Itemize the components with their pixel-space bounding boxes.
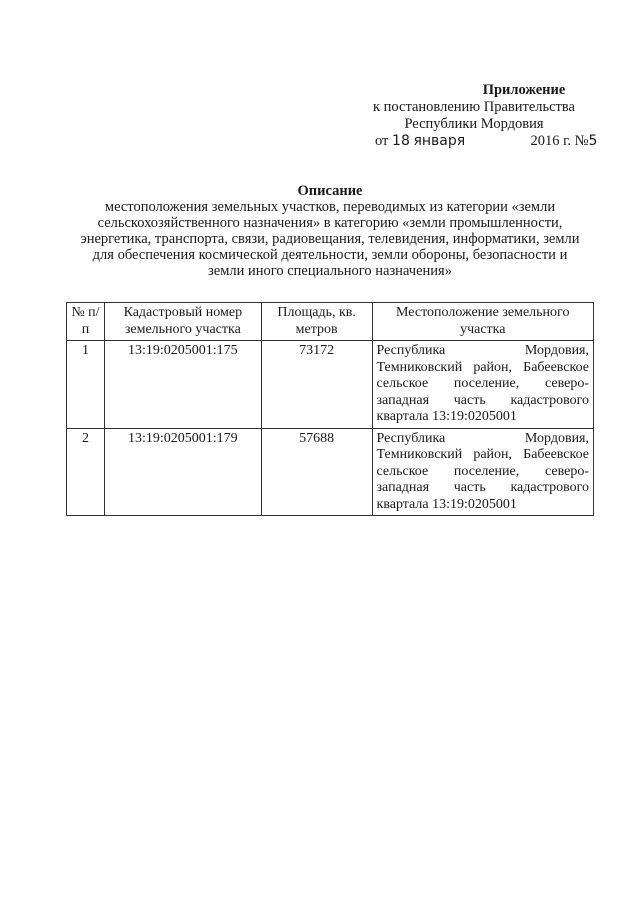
appendix-line-2: Республики Мордовия: [404, 116, 544, 132]
header-area: Площадь, кв. метров: [261, 303, 372, 341]
appendix-block: [340, 82, 608, 150]
date-month: января: [413, 133, 466, 149]
description-line-1: местоположения земельных участков, переводимых из категории «земли: [104, 199, 556, 215]
appendix-date-line: [340, 133, 608, 150]
description-title: Описание: [297, 183, 363, 199]
table-row: [67, 428, 594, 516]
appendix-line-1: к постановлению Правительства: [373, 99, 575, 115]
table-row: [67, 341, 594, 429]
appendix-heading: Приложение: [482, 82, 566, 98]
cell-number: 2: [67, 428, 105, 516]
header-cadastral: Кадастровый номер земельного участка: [104, 303, 261, 341]
table-header-row: [67, 303, 594, 341]
date-prefix: от: [375, 133, 389, 149]
cell-number: 1: [67, 341, 105, 429]
land-plots-table: [66, 302, 594, 516]
header-location: Местоположение земельного участка: [372, 303, 593, 341]
cell-cadastral: 13:19:0205001:175: [104, 341, 261, 429]
description-line-2: сельскохозяйственного назначения» в категорию «земли промышленности,: [97, 215, 563, 231]
description-line-3: энергетика, транспорта, связи, радиовещания, телевидения, информатики, земли: [80, 231, 580, 247]
date-year: 2016: [530, 133, 560, 149]
cell-location: Республика Мордовия, Темниковский район, Бабеевское сельское поселение, северо-западная часть кадастрового квартала 13:19:0205001: [372, 341, 593, 429]
cell-cadastral: 13:19:0205001:179: [104, 428, 261, 516]
cell-location: Республика Мордовия, Темниковский район, Бабеевское сельское поселение, северо-западная часть кадастрового квартала 13:19:0205001: [372, 428, 593, 516]
description-block: [60, 183, 600, 279]
description-line-5: земли иного специального назначения»: [208, 263, 452, 279]
cell-area: 57688: [261, 428, 372, 516]
date-day: 18: [392, 133, 410, 149]
decree-number: 5: [588, 133, 598, 149]
date-suffix: г. №: [563, 133, 589, 149]
description-line-4: для обеспечения космической деятельности, земли обороны, безопасности и: [92, 247, 568, 263]
cell-area: 73172: [261, 341, 372, 429]
header-number: № п/п: [67, 303, 105, 341]
